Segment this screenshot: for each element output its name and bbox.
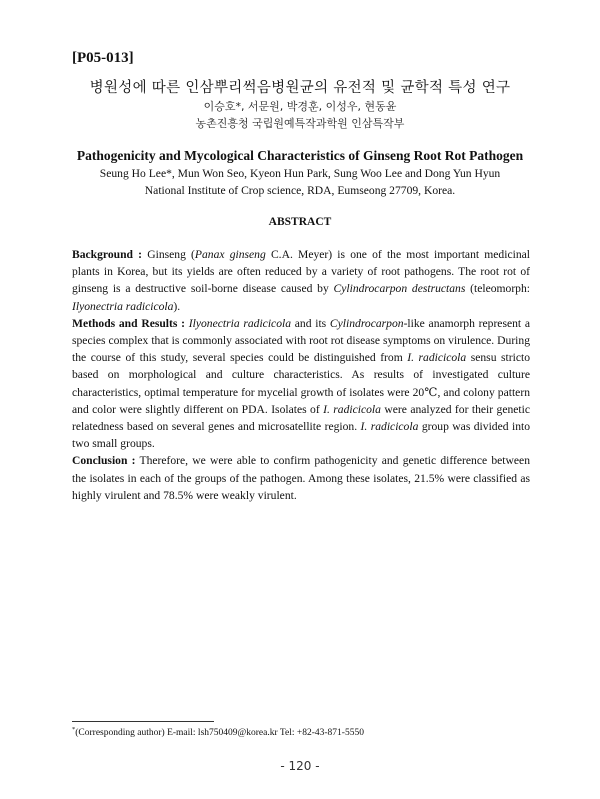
methods-text-3: sensu stricto based on morphological and culture characteristics. As results of investigated culture characteristics, optimal temperature for mycelial growth of isolates were 20℃, and colony pattern and color were slightly different on PDA. Isolates of xyxy=(72,351,530,416)
methods-italic-5: I. radicicola xyxy=(360,420,419,434)
footnote-marker: * xyxy=(72,726,76,733)
methods-label: Methods and Results : xyxy=(72,316,185,330)
english-title: Pathogenicity and Mycological Characteristics of Ginseng Root Rot Pathogen xyxy=(76,148,524,163)
korean-authors: 이승호*, 서문원, 박경훈, 이성우, 현동윤 xyxy=(203,100,397,113)
background-label: Background : xyxy=(72,248,143,261)
background-italic-3: Ilyonectria radicicola xyxy=(72,299,174,313)
background-text-4: ). xyxy=(173,299,181,313)
english-affiliation: National Institute of Crop science, RDA, Eumseong 27709, Korea. xyxy=(144,184,456,197)
abstract-body xyxy=(72,246,530,504)
footnote-text: (Corresponding author) E-mail: lsh750409@korea.kr Tel: +82-43-871-5550 xyxy=(75,728,364,739)
methods-text-5: group was divided into two small groups. xyxy=(72,420,531,451)
methods-italic-2: Cylindrocarpon xyxy=(329,316,404,330)
methods-text-4: were analyzed for their genetic relatedness based on several genes and microsatellite region. xyxy=(72,402,531,434)
methods-italic-3: I. radicicola xyxy=(407,351,467,365)
conclusion-paragraph xyxy=(72,452,530,504)
methods-italic-4: I. radicicola xyxy=(323,402,381,416)
page-number: - 120 - xyxy=(280,759,320,773)
abstract-heading: ABSTRACT xyxy=(268,216,332,228)
korean-affiliation: 농촌진흥청 국립원예특작과학원 인삼특작부 xyxy=(195,117,405,130)
background-italic-1: Panax ginseng xyxy=(194,248,266,261)
abstract-code: [P05-013] xyxy=(72,50,134,66)
footnote-divider xyxy=(72,721,214,722)
background-italic-2: Cylindrocarpon destructans xyxy=(333,282,466,296)
methods-paragraph xyxy=(72,315,530,453)
conclusion-label: Conclusion : xyxy=(72,454,136,468)
background-text-3: (teleomorph: xyxy=(465,282,530,296)
background-text-1: Ginseng ( xyxy=(142,248,195,261)
methods-italic-1: Ilyonectria radicicola xyxy=(188,316,292,330)
english-authors: Seung Ho Lee*, Mun Won Seo, Kyeon Hun Park, Sung Woo Lee and Dong Yun Hyun xyxy=(99,167,501,180)
korean-title: 병원성에 따른 인삼뿌리썩음병원균의 유전적 및 균학적 특성 연구 xyxy=(89,80,511,96)
background-paragraph xyxy=(72,246,530,315)
conclusion-text: Therefore, we were able to confirm pathogenicity and genetic difference between the isolates in each of the groups of the pathogen. Among these isolates, 21.5% were classified as highly virulent and 78.5% were weakly virulent. xyxy=(72,454,530,502)
methods-text-1: and its xyxy=(291,316,330,330)
background-text-2: C.A. Meyer) is one of the most important medicinal plants in Korea, but its yields are often reduced by a variety of root pathogens. The root rot of ginseng is a destructive soil-borne disease caused by xyxy=(72,248,530,296)
footnote xyxy=(72,726,364,738)
methods-text-2: -like anamorph represent a species complex that is commonly associated with root rot disease symptoms on virulence. During the course of this study, several species could be distinguished from xyxy=(72,316,531,365)
